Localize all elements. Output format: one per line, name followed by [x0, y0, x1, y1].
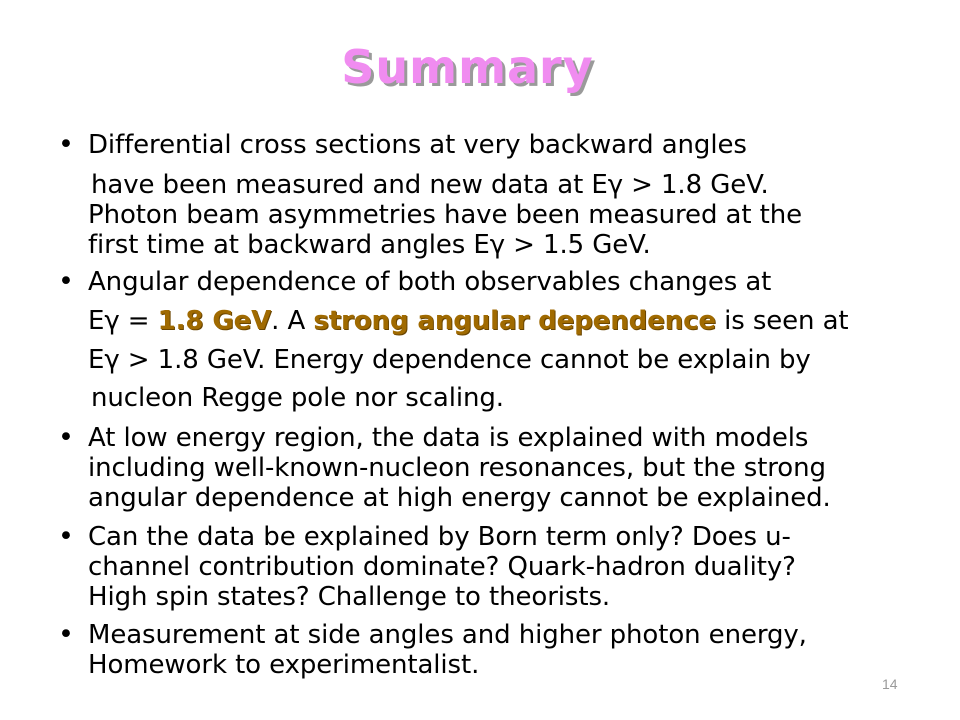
bullet-4-line-1: Can the data be explained by Born term only? Does u- — [88, 522, 791, 552]
slide-title: Summary — [341, 40, 594, 94]
page-number: 14 — [882, 676, 898, 692]
bullet-2-line-3: Eγ > 1.8 GeV. Energy dependence cannot be explain by — [88, 345, 811, 375]
bullet-3-line-1: At low energy region, the data is explained with models — [88, 423, 809, 453]
bullet-3-line-3: angular dependence at high energy cannot be explained. — [88, 483, 831, 513]
bullet-1-line-1: Differential cross sections at very backward angles — [88, 130, 747, 160]
bullet-2-line-1: Angular dependence of both observables changes at — [88, 267, 772, 297]
bullet-marker: • — [58, 619, 74, 650]
bullet-1-line-2: have been measured and new data at Eγ > 1.8 GeV. — [91, 170, 769, 200]
bullet-5-line-2: Homework to experimentalist. — [88, 650, 480, 680]
bullet-4-line-3: High spin states? Challenge to theorists. — [88, 582, 611, 612]
energy-prefix: Eγ = — [88, 306, 158, 336]
sentence-connector: . A — [271, 306, 314, 336]
bullet-marker: • — [58, 521, 74, 552]
bullet-2-line-4: nucleon Regge pole nor scaling. — [91, 383, 504, 413]
bullet-1-line-4: first time at backward angles Eγ > 1.5 GeV. — [88, 230, 651, 260]
bullet-marker: • — [58, 422, 74, 453]
bullet-marker: • — [58, 266, 74, 297]
sentence-suffix: is seen at — [715, 306, 849, 336]
strong-dependence-emphasis: strong angular dependence — [313, 306, 716, 336]
bullet-1-line-3: Photon beam asymmetries have been measured at the — [88, 200, 802, 230]
bullet-marker: • — [58, 129, 74, 160]
energy-threshold-emphasis: 1.8 GeV — [157, 306, 272, 336]
bullet-2-line-2 — [88, 306, 849, 336]
bullet-3-line-2: including well-known-nucleon resonances, but the strong — [88, 453, 826, 483]
bullet-5-line-1: Measurement at side angles and higher photon energy, — [88, 620, 807, 650]
bullet-4-line-2: channel contribution dominate? Quark-hadron duality? — [88, 552, 796, 582]
